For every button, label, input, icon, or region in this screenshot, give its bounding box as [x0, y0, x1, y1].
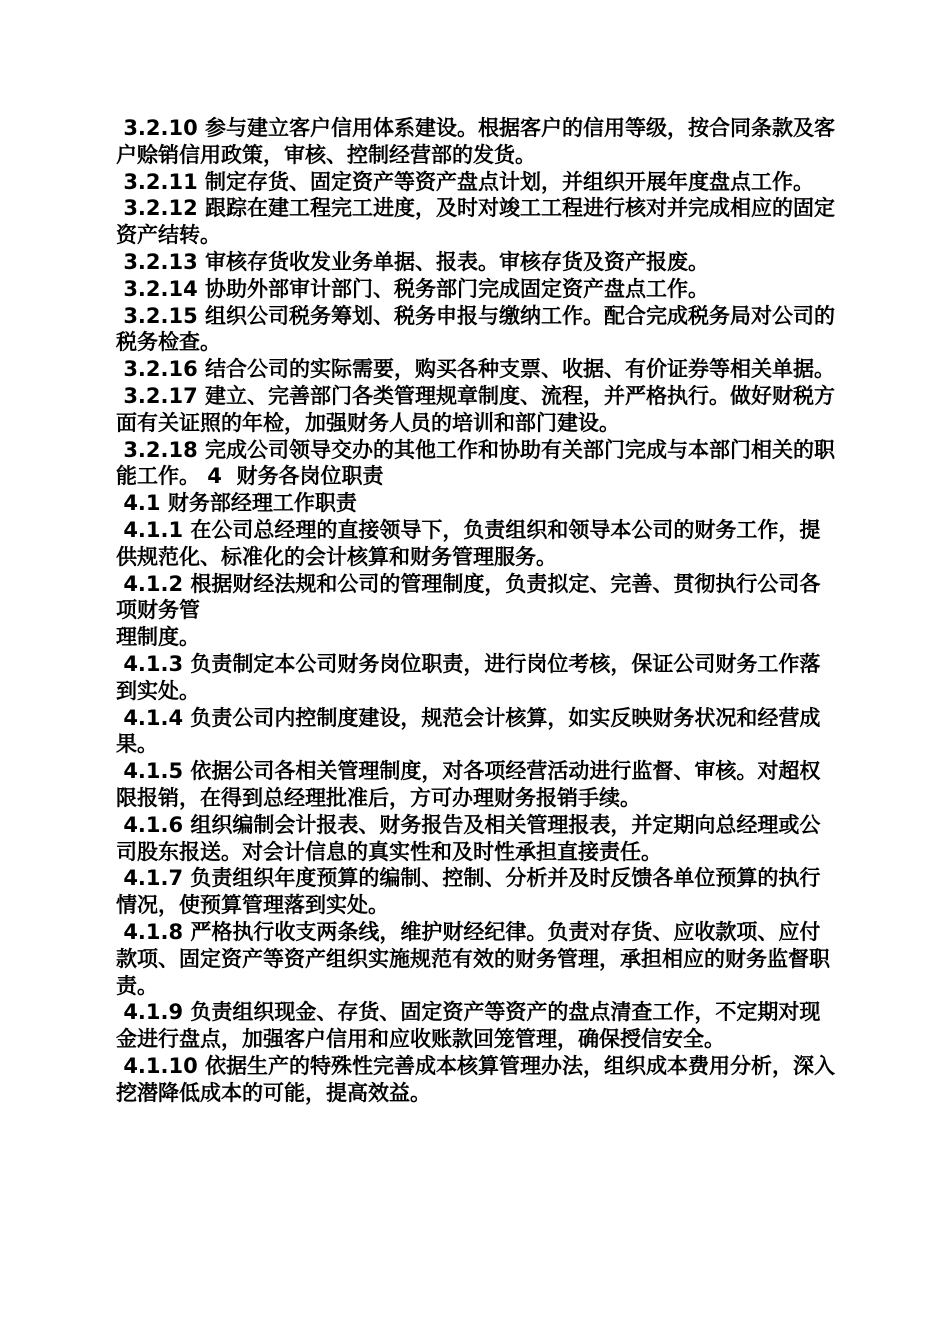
section-heading-4-1: 4.1 财务部经理工作职责: [116, 491, 357, 516]
paragraph-3-2-15: 3.2.15 组织公司税务筹划、税务申报与缴纳工作。配合完成税务局对公司的税务检查。: [116, 303, 836, 355]
paragraph-4-1-1: 4.1.1 在公司总经理的直接领导下，负责组织和领导本公司的财务工作，提供规范化、标准化的会计核算和财务管理服务。: [116, 517, 821, 569]
paragraph-4-1-9: 4.1.9 负责组织现金、存货、固定资产等资产的盘点清查工作，不定期对现金进行盘点，加强客户信用和应收账款回笼管理，确保授信安全。: [116, 1000, 821, 1052]
paragraph-4-1-10: 4.1.10 依据生产的特殊性完善成本核算管理办法，组织成本费用分析，深入挖潜降低成本的可能，提高效益。: [116, 1053, 836, 1105]
paragraph-4-1-5: 4.1.5 依据公司各相关管理制度，对各项经营活动进行监督、审核。对超权限报销，在得到总经理批准后，方可办理财务报销手续。: [116, 759, 821, 810]
paragraph-4-1-4: 4.1.4 负责公司内控制度建设，规范会计核算，如实反映财务状况和经营成果。: [116, 705, 821, 757]
paragraph-4-1-6: 4.1.6 组织编制会计报表、财务报告及相关管理报表，并定期向总经理或公司股东报送。对会计信息的真实性和及时性承担直接责任。: [116, 812, 821, 864]
paragraph-3-2-16: 3.2.16 结合公司的实际需要，购买各种支票、收据、有价证券等相关单据。: [116, 357, 836, 382]
paragraph-3-2-18: 3.2.18 完成公司领导交办的其他工作和协助有关部门完成与本部门相关的职能工作。 4 财务各岗位职责: [116, 437, 836, 489]
paragraph-3-2-17: 3.2.17 建立、完善部门各类管理规章制度、流程，并严格执行。做好财税方面有关证照的年检，加强财务人员的培训和部门建设。: [116, 383, 836, 435]
paragraph-3-2-14: 3.2.14 协助外部审计部门、税务部门完成固定资产盘点工作。: [116, 276, 710, 301]
paragraph-3-2-11: 3.2.11 制定存货、固定资产等资产盘点计划，并组织开展年度盘点工作。: [116, 169, 815, 194]
paragraph-3-2-12: 3.2.12 跟踪在建工程完工进度，及时对竣工工程进行核对并完成相应的固定资产结转。: [116, 196, 836, 248]
paragraph-3-2-10: 3.2.10 参与建立客户信用体系建设。根据客户的信用等级，按合同条款及客户赊销信用政策，审核、控制经营部的发货。: [116, 116, 836, 167]
paragraph-4-1-7: 4.1.7 负责组织年度预算的编制、控制、分析并及时反馈各单位预算的执行情况，使预算管理落到实处。: [116, 866, 821, 918]
paragraph-4-1-3: 4.1.3 负责制定本公司财务岗位职责，进行岗位考核，保证公司财务工作落到实处。: [116, 651, 821, 703]
paragraph-4-1-8: 4.1.8 严格执行收支两条线，维护财经纪律。负责对存货、应收款项、应付款项、固定资产等资产组织实施规范有效的财务管理，承担相应的财务监督职责。: [116, 919, 830, 998]
paragraph-4-1-2: 4.1.2 根据财经法规和公司的管理制度，负责拟定、完善、贯彻执行公司各项财务管 理制度。: [116, 571, 821, 650]
paragraph-3-2-13: 3.2.13 审核存货收发业务单据、报表。审核存货及资产报废。: [116, 249, 710, 274]
document-body: [116, 115, 841, 1106]
